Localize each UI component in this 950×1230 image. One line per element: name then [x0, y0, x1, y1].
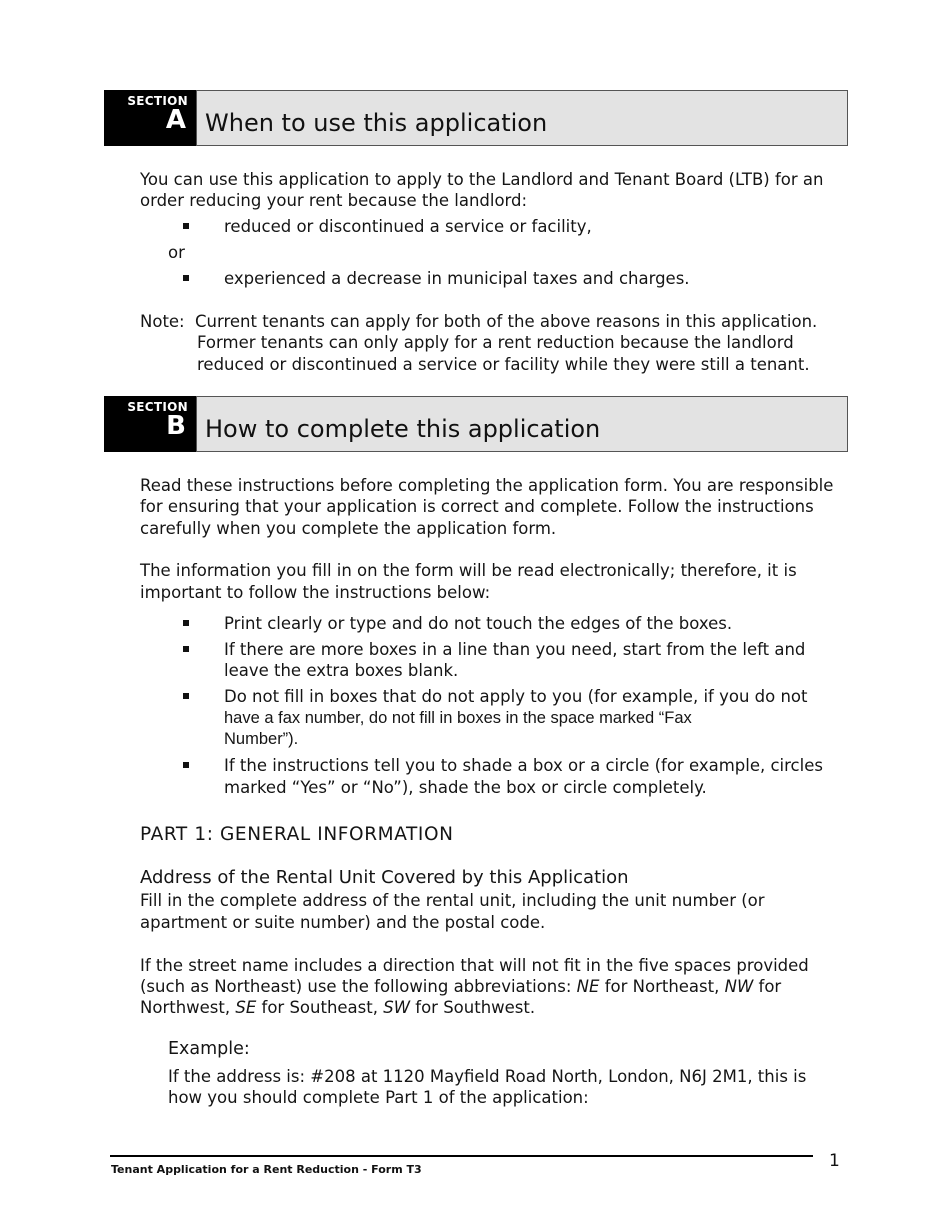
bullet-icon — [183, 762, 189, 768]
section-letter: A — [165, 105, 186, 135]
instruction-bullet-2-line-1: If there are more boxes in a line than you need, start from the left and — [224, 640, 806, 659]
street-line-1: If the street name includes a direction that will not fit in the five spaces provided — [140, 956, 809, 975]
bullet-icon — [183, 620, 189, 626]
abbr-sw: SW — [383, 998, 411, 1017]
instruction-bullet-3-line-1: Do not fill in boxes that do not apply to you (for example, if you do not — [224, 687, 808, 706]
example-line-2: how you should complete Part 1 of the application: — [168, 1088, 589, 1107]
page-number: 1 — [829, 1151, 840, 1171]
section-a-tag — [104, 90, 196, 146]
section-b-title-bar — [196, 396, 848, 452]
abbr-nw: NW — [724, 977, 754, 996]
footer-form-title: Tenant Application for a Rent Reduction - Form T3 — [111, 1163, 422, 1176]
address-line-1: Fill in the complete address of the rental unit, including the unit number (or — [140, 891, 765, 910]
section-b-para-2-line-1: The information you fill in on the form will be read electronically; therefore, it is — [140, 561, 797, 580]
example-label: Example: — [168, 1039, 250, 1059]
section-b-tag — [104, 396, 196, 452]
note-label: Note: — [140, 312, 185, 331]
section-label: SECTION — [127, 94, 188, 108]
part-1-heading: PART 1: GENERAL INFORMATION — [140, 824, 454, 845]
street-line-3: Northwest, SE for Southeast, SW for Southwest. — [140, 998, 536, 1017]
instruction-bullet-3-line-2: have a fax number, do not fill in boxes in the space marked “Fax — [224, 709, 692, 727]
instruction-bullet-1-line-1: Print clearly or type and do not touch the edges of the boxes. — [224, 614, 733, 633]
section-letter: B — [166, 411, 186, 441]
bullet-icon — [183, 223, 189, 229]
instruction-bullet-3-line-3: Number”). — [224, 730, 299, 748]
section-a-bullet-2: experienced a decrease in municipal taxes and charges. — [224, 269, 690, 288]
abbr-se: SE — [235, 998, 257, 1017]
street-line-2: (such as Northeast) use the following abbreviations: NE for Northeast, NW for — [140, 977, 782, 996]
footer-rule — [110, 1155, 813, 1157]
instruction-bullet-4-line-2: marked “Yes” or “No”), shade the box or circle completely. — [224, 778, 707, 797]
instruction-bullet-4-line-1: If the instructions tell you to shade a box or a circle (for example, circles — [224, 756, 823, 775]
bullet-icon — [183, 646, 189, 652]
section-a-or: or — [168, 243, 185, 262]
note-line-1: Current tenants can apply for both of the above reasons in this application. — [195, 312, 818, 331]
example-line-1: If the address is: #208 at 1120 Mayfield Road North, London, N6J 2M1, this is — [168, 1067, 807, 1086]
bullet-icon — [183, 275, 189, 281]
section-a-intro-line-2: order reducing your rent because the landlord: — [140, 191, 528, 210]
bullet-icon — [183, 693, 189, 699]
section-a-header — [104, 90, 848, 146]
note-line-3: reduced or discontinued a service or facility while they were still a tenant. — [197, 355, 810, 374]
section-b-para-2-line-2: important to follow the instructions below: — [140, 583, 491, 602]
section-a-title: When to use this application — [205, 109, 548, 137]
section-b-header — [104, 396, 848, 452]
section-b-title: How to complete this application — [205, 415, 601, 443]
section-a-intro-line-1: You can use this application to apply to the Landlord and Tenant Board (LTB) for an — [140, 170, 824, 189]
section-a-bullet-1: reduced or discontinued a service or facility, — [224, 217, 592, 236]
section-b-para-1-line-2: for ensuring that your application is correct and complete. Follow the instructions — [140, 497, 814, 516]
note-line-2: Former tenants can only apply for a rent reduction because the landlord — [197, 333, 794, 352]
address-line-2: apartment or suite number) and the postal code. — [140, 913, 546, 932]
instruction-bullet-2-line-2: leave the extra boxes blank. — [224, 661, 459, 680]
abbr-ne: NE — [576, 977, 600, 996]
address-heading: Address of the Rental Unit Covered by this Application — [140, 867, 629, 888]
section-b-para-1-line-1: Read these instructions before completing the application form. You are responsible — [140, 476, 834, 495]
section-label: SECTION — [127, 400, 188, 414]
section-b-para-1-line-3: carefully when you complete the application form. — [140, 519, 557, 538]
section-a-title-bar — [196, 90, 848, 146]
